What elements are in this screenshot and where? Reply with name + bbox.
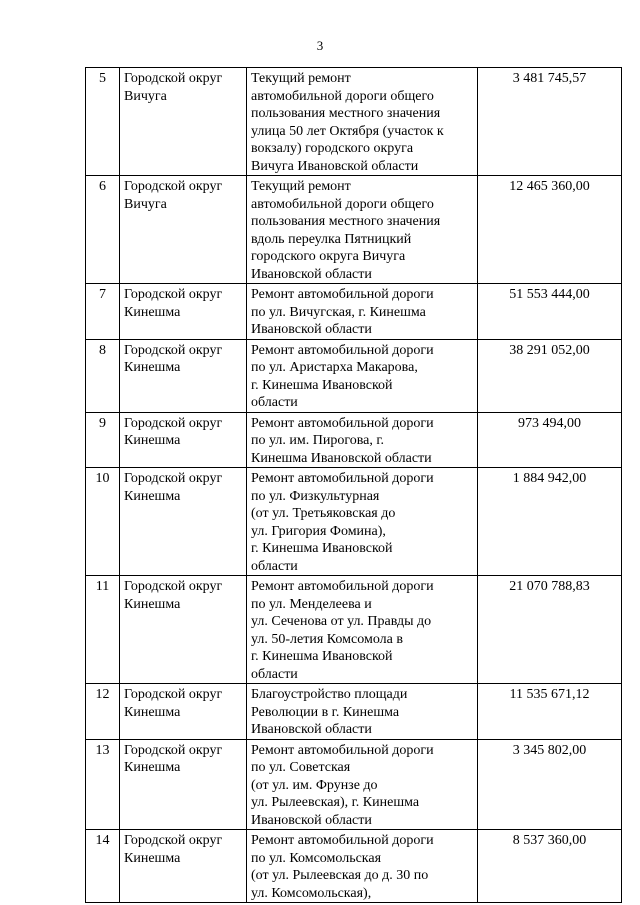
work-description-cell <box>247 412 478 468</box>
work-description-line: вдоль переулка Пятницкий <box>251 231 412 247</box>
work-description-cell <box>247 468 478 576</box>
amount-cell: 3 481 745,57 <box>478 68 622 176</box>
municipality-line: Кинешма <box>124 760 181 775</box>
page-number: 3 <box>316 38 324 53</box>
work-description-line: Ремонт автомобильной дороги <box>251 742 434 758</box>
row-number: 7 <box>86 284 120 340</box>
work-description-line: по ул. Комсомольская <box>251 850 382 866</box>
work-description-cell <box>247 684 478 740</box>
amount-cell: 3 345 802,00 <box>478 739 622 830</box>
municipality-cell <box>120 468 247 576</box>
work-description-line: Ремонт автомобильной дороги <box>251 342 434 358</box>
amount-cell: 38 291 052,00 <box>478 339 622 412</box>
row-number: 12 <box>86 684 120 740</box>
municipality-cell <box>120 339 247 412</box>
amount-cell: 51 553 444,00 <box>478 284 622 340</box>
work-description-line: ул. Комсомольская), <box>251 885 372 901</box>
municipality-line: Городской округ <box>124 833 223 848</box>
municipality-line: Городской округ <box>124 687 223 702</box>
work-description-line: Ремонт автомобильной дороги <box>251 579 434 594</box>
work-description-cell <box>247 284 478 340</box>
municipality-line: Кинешма <box>124 596 181 612</box>
work-description-line: Кинешма Ивановской области <box>251 450 432 466</box>
municipality-line: Городской округ <box>124 415 223 431</box>
work-description-line: Вичуга Ивановской области <box>251 158 419 174</box>
work-description-line: по ул. Вичугская, г. Кинешма <box>251 304 426 320</box>
table-row <box>86 284 622 340</box>
amount-cell: 973 494,00 <box>478 412 622 468</box>
municipality-line: Вичуга <box>124 196 167 212</box>
municipality-line: Кинешма <box>124 360 181 375</box>
work-description-cell <box>247 68 478 176</box>
work-description-line: вокзалу) городского округа <box>251 141 414 156</box>
municipality-line: Городской округ <box>124 179 223 194</box>
table-row <box>86 176 622 284</box>
municipality-line: Городской округ <box>124 342 223 358</box>
table-row <box>86 830 622 903</box>
work-description-cell <box>247 830 478 903</box>
work-description-line: г. Кинешма Ивановской <box>251 377 393 393</box>
row-number: 13 <box>86 739 120 830</box>
work-description-line: Ивановской области <box>251 266 372 282</box>
row-number: 9 <box>86 412 120 468</box>
amount-cell: 11 535 671,12 <box>478 684 622 740</box>
work-description-line: автомобильной дороги общего <box>251 88 434 104</box>
work-description-line: Революции в г. Кинешма <box>251 704 400 720</box>
work-description-cell <box>247 176 478 284</box>
work-description-line: Текущий ремонт <box>251 71 351 86</box>
row-number: 8 <box>86 339 120 412</box>
work-description-line: улица 50 лет Октября (участок к <box>251 123 444 139</box>
work-description-cell <box>247 339 478 412</box>
table-row <box>86 339 622 412</box>
table-row <box>86 412 622 468</box>
work-description-line: Ремонт автомобильной дороги <box>251 415 434 431</box>
work-description-line: Ремонт автомобильной дороги <box>251 471 434 486</box>
work-description-line: Ремонт автомобильной дороги <box>251 287 434 302</box>
table-row <box>86 739 622 830</box>
work-description-cell <box>247 576 478 684</box>
municipality-cell <box>120 739 247 830</box>
municipality-line: Городской округ <box>124 742 223 758</box>
work-description-line: Текущий ремонт <box>251 179 351 194</box>
table-row <box>86 576 622 684</box>
work-description-line: по ул. Физкультурная <box>251 488 380 504</box>
work-description-line: пользования местного значения <box>251 214 441 229</box>
municipality-line: Кинешма <box>124 433 181 448</box>
amount-cell: 8 537 360,00 <box>478 830 622 903</box>
amount-cell: 1 884 942,00 <box>478 468 622 576</box>
work-description-line: ул. Григория Фомина), <box>251 523 386 539</box>
municipality-line: Городской округ <box>124 71 223 86</box>
row-number: 5 <box>86 68 120 176</box>
table-row <box>86 684 622 740</box>
work-description-line: г. Кинешма Ивановской <box>251 541 393 556</box>
municipality-cell <box>120 176 247 284</box>
municipality-cell <box>120 830 247 903</box>
municipality-line: Городской округ <box>124 471 223 486</box>
work-description-line: области <box>251 666 298 682</box>
amount-cell: 12 465 360,00 <box>478 176 622 284</box>
work-description-line: Ивановской области <box>251 322 372 337</box>
work-description-line: Ивановской области <box>251 812 372 828</box>
municipality-line: Кинешма <box>124 488 181 504</box>
table-row <box>86 468 622 576</box>
municipality-line: Городской округ <box>124 287 223 302</box>
work-description-line: области <box>251 395 298 410</box>
work-description-line: по ул. Менделеева и <box>251 596 372 612</box>
row-number: 11 <box>86 576 120 684</box>
work-description-line: по ул. им. Пирогова, г. <box>251 433 385 448</box>
municipality-line: Городской округ <box>124 579 223 594</box>
work-description-line: по ул. Советская <box>251 760 351 775</box>
roads-table <box>85 67 622 903</box>
work-description-line: ул. Рылеевская), г. Кинешма <box>251 795 420 810</box>
municipality-cell <box>120 284 247 340</box>
municipality-line: Кинешма <box>124 304 181 320</box>
amount-cell: 21 070 788,83 <box>478 576 622 684</box>
municipality-cell <box>120 684 247 740</box>
table-row <box>86 68 622 176</box>
work-description-line: (от ул. Третьяковская до <box>251 506 396 521</box>
work-description-line: (от ул. им. Фрунзе до <box>251 777 378 793</box>
work-description-line: Ивановской области <box>251 722 372 737</box>
municipality-cell <box>120 412 247 468</box>
municipality-cell <box>120 68 247 176</box>
work-description-line: городского округа Вичуга <box>251 249 406 264</box>
municipality-line: Вичуга <box>124 88 167 104</box>
row-number: 10 <box>86 468 120 576</box>
row-number: 14 <box>86 830 120 903</box>
work-description-line: автомобильной дороги общего <box>251 196 434 212</box>
work-description-line: г. Кинешма Ивановской <box>251 649 393 664</box>
table-body <box>86 68 622 903</box>
work-description-line: ул. Сеченова от ул. Правды до <box>251 614 432 629</box>
municipality-line: Кинешма <box>124 704 181 720</box>
work-description-line: пользования местного значения <box>251 106 441 121</box>
municipality-cell <box>120 576 247 684</box>
work-description-line: области <box>251 558 298 574</box>
work-description-line: ул. 50-летия Комсомола в <box>251 631 403 647</box>
work-description-cell <box>247 739 478 830</box>
work-description-line: Ремонт автомобильной дороги <box>251 833 434 848</box>
work-description-line: Благоустройство площади <box>251 687 408 702</box>
row-number: 6 <box>86 176 120 284</box>
municipality-line: Кинешма <box>124 850 181 866</box>
work-description-line: по ул. Аристарха Макарова, <box>251 360 418 375</box>
work-description-line: (от ул. Рылеевская до д. 30 по <box>251 868 429 883</box>
